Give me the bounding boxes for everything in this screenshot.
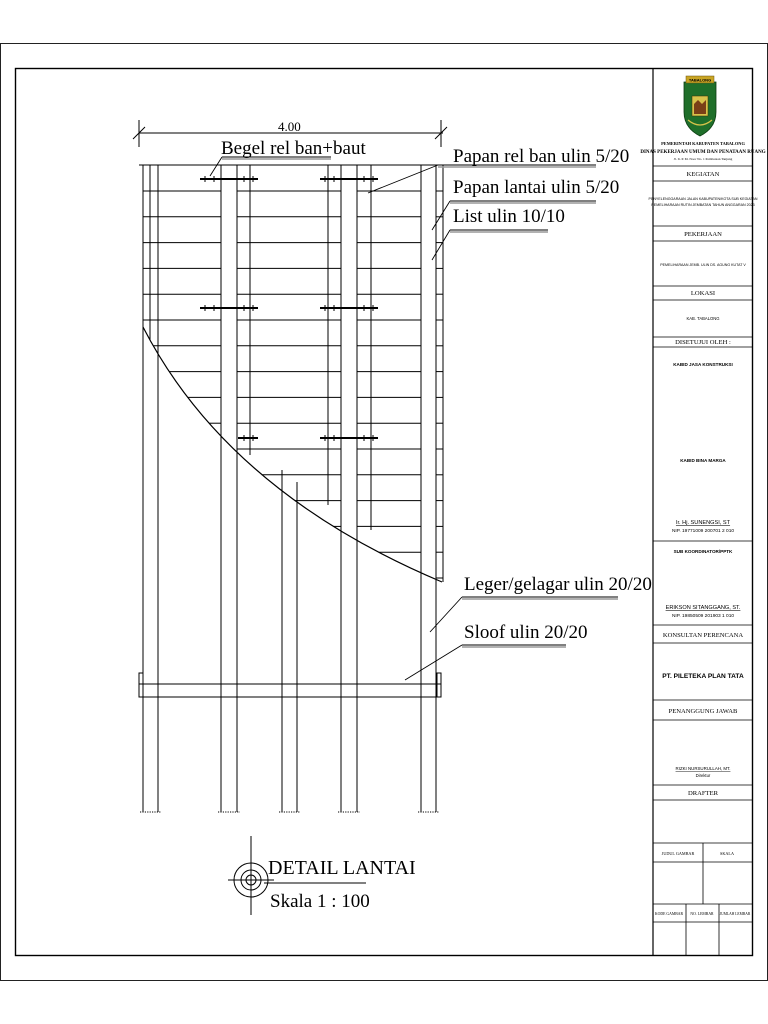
kabid-bina-name: Ir. Hj. SUNENGSI, ST	[675, 520, 731, 526]
rail-brackets	[200, 179, 378, 438]
detail-scale: Skala 1 : 100	[270, 891, 370, 912]
judul-gambar-label: JUDUL GAMBAR	[661, 851, 695, 856]
konsultan-value: PT. PILETEKA PLAN TATA	[662, 673, 744, 680]
skala-label: SKALA	[720, 851, 734, 856]
cut-curve	[143, 327, 442, 582]
disetujui-label: DISETUJUI OLEH :	[675, 339, 731, 346]
gov-line1: PEMERINTAH KABUPATEN TABALONG	[661, 141, 745, 146]
kegiatan-label: KEGIATAN	[686, 171, 720, 178]
pekerjaan-label: PEKERJAAN	[684, 231, 722, 238]
sloof-label: Sloof ulin 20/20	[464, 622, 588, 643]
gov-address: Jl. Ir. P. M. Noor No. 1 Pembataan Tanjung	[673, 157, 733, 161]
piles	[143, 165, 443, 812]
kode-gambar-label: KODE GAMBAR	[654, 912, 684, 916]
drafter-label: DRAFTER	[687, 790, 719, 797]
sub-koordinator-label: SUB KOORDINATOR/PPTK	[673, 549, 733, 554]
jumlah-lembar-label: JUMLAH LEMBAR	[719, 912, 751, 916]
penanggung-role: Direktur	[695, 773, 711, 778]
title-block	[651, 68, 755, 955]
detail-title: DETAIL LANTAI	[268, 857, 416, 879]
floor-planks	[143, 191, 443, 578]
floor-detail-drawing	[133, 120, 618, 915]
lokasi-label: LOKASI	[690, 290, 716, 297]
kabid-bina-label: KABID BINA MARGA	[680, 458, 726, 463]
kabid-jasa-label: KABID JASA KONSTRUKSI	[673, 362, 733, 367]
begel-label: Begel rel ban+baut	[221, 138, 366, 159]
kegiatan-line1: PENYELENGGARAAN JALAN KABUPATEN/KOTA SUB KEGIATAN	[648, 197, 758, 201]
leader-lines	[210, 157, 618, 680]
inner-border	[16, 69, 753, 956]
sub-koordinator-nip: NIP. 19850509 201903 1 010	[671, 614, 735, 619]
tabalong-logo	[684, 76, 716, 136]
sub-koordinator-name: ERIKSON SITANGGANG, ST.	[665, 605, 741, 611]
gov-line2: DINAS PEKERJAAN UMUM DAN PENATAAN RUANG	[640, 150, 766, 155]
papan-rel-label: Papan rel ban ulin 5/20	[453, 146, 630, 167]
penanggung-name: RIZKI NURSURULLAH, MT.	[675, 766, 731, 771]
lokasi-value: KAB. TABALONG	[686, 316, 720, 321]
konsultan-label: KONSULTAN PERENCANA	[662, 632, 744, 639]
logo-banner-text: TABALONG	[688, 77, 712, 83]
penanggung-label: PENANGGUNG JAWAB	[668, 708, 738, 715]
leger-label: Leger/gelagar ulin 20/20	[464, 574, 652, 595]
no-lembar-label: NO. LEMBAR	[690, 912, 714, 916]
dimension-label: 4.00	[278, 119, 301, 134]
kegiatan-line2: PEMELIHARAAN RUTIN JEMBATAN TAHUN ANGGARAN 2023	[651, 203, 755, 207]
sloof-beam	[139, 673, 441, 697]
papan-lantai-label: Papan lantai ulin 5/20	[453, 177, 620, 198]
pekerjaan-value: PEMELIHARAAN JEMB. ULIN DS. AGUNG KUTAT V	[660, 263, 746, 267]
list-label: List ulin 10/10	[453, 206, 565, 227]
kabid-bina-nip: NIP. 19771009 200701 2 010	[671, 529, 735, 534]
